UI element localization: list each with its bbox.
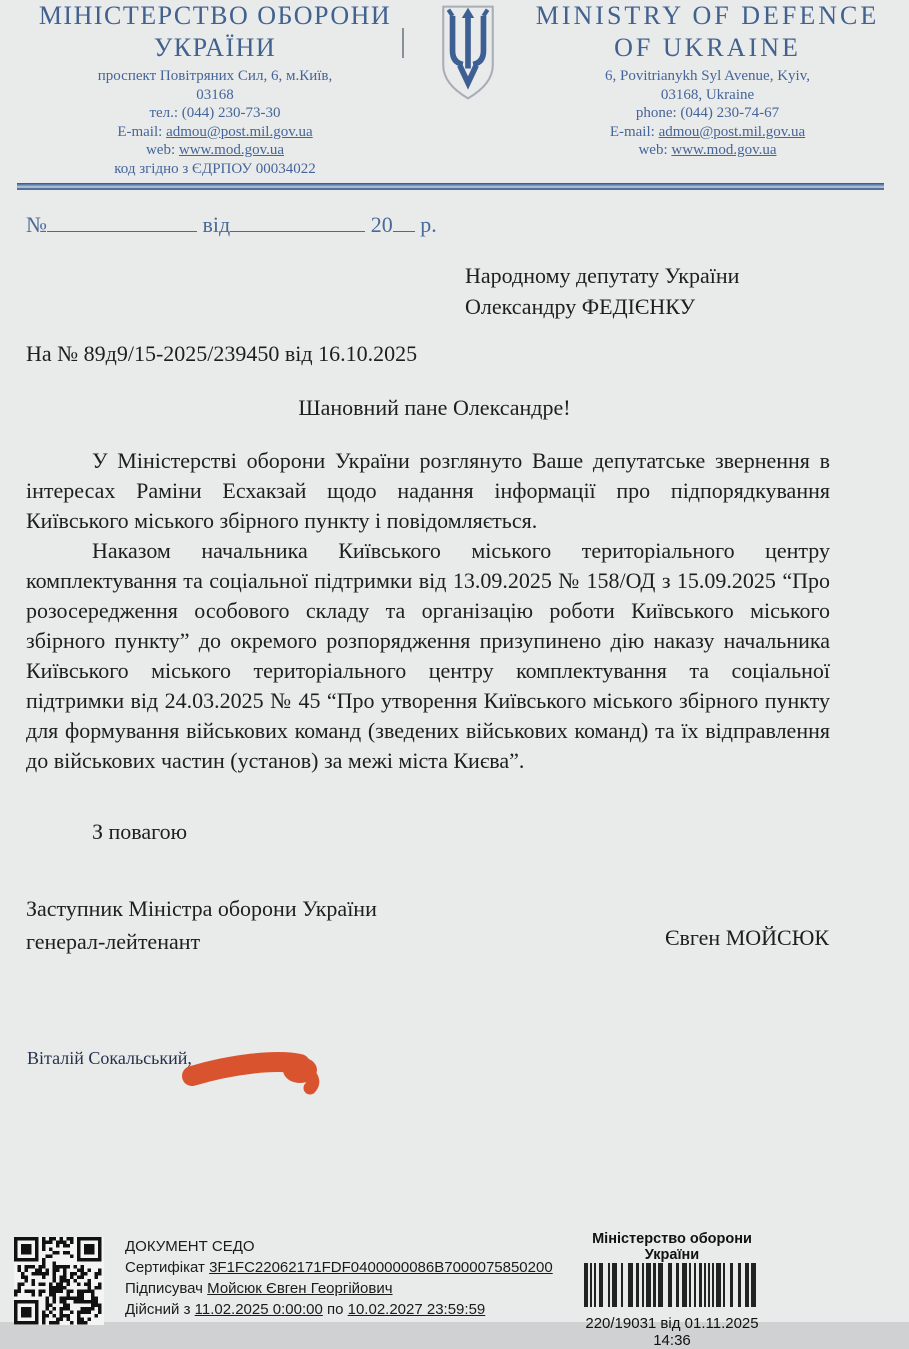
letterhead-divider-rule bbox=[17, 183, 884, 190]
certificate-label: Сертифікат bbox=[125, 1259, 210, 1276]
signer-position bbox=[26, 892, 377, 958]
registration-org: Міністерство оборони України bbox=[592, 1231, 752, 1263]
registration-block bbox=[566, 1231, 778, 1349]
email-line bbox=[506, 123, 909, 142]
web-label: web: bbox=[145, 142, 179, 158]
recipient-block bbox=[465, 260, 739, 322]
org-title-uk-line2: УКРАЇНИ bbox=[153, 33, 277, 62]
sedo-signer-line bbox=[125, 1278, 553, 1299]
letterhead-left bbox=[0, 0, 430, 178]
phone-line: тел.: (044) 230-73-30 bbox=[149, 105, 281, 121]
org-address-en bbox=[506, 67, 909, 160]
org-title-en-line2: OF UKRAINE bbox=[614, 33, 801, 62]
qr-code bbox=[14, 1237, 104, 1325]
outgoing-number-line bbox=[26, 211, 437, 238]
recipient-name: Олександру ФЕДІЄНКУ bbox=[465, 294, 696, 319]
year-prefix: 20 bbox=[370, 212, 393, 237]
address-line: 6, Povitrianykh Syl Avenue, Kyiv, bbox=[605, 68, 810, 84]
signer-label: Підписувач bbox=[125, 1280, 208, 1297]
email-label: E-mail: bbox=[117, 123, 167, 140]
email-line bbox=[0, 123, 430, 142]
registration-number: 220/19031 від 01.11.2025 14:36 bbox=[585, 1315, 759, 1349]
address-line: 03168, Ukraine bbox=[660, 86, 755, 103]
date-label: від bbox=[202, 212, 231, 237]
valid-to-label: по bbox=[322, 1301, 348, 1318]
web-link[interactable]: www.mod.gov.ua bbox=[178, 142, 285, 158]
sedo-signer-value[interactable]: Мойсюк Євген Георгійович bbox=[207, 1280, 393, 1297]
address-line: проспект Повітряних Сил, 6, м.Київ, bbox=[97, 68, 333, 84]
web-label: web: bbox=[638, 142, 672, 158]
redaction-scribble bbox=[180, 1046, 350, 1102]
body-paragraph-1: У Міністерстві оборони України розглянуто Ваше депутатське звернення в інтересах Раміни Есхакзай щодо надання інформації про підпорядкування Київського міського збірного пункту і повідомляється. bbox=[26, 448, 830, 533]
web-line bbox=[0, 141, 430, 160]
valid-from-value: 11.02.2025 0:00:00 bbox=[194, 1301, 323, 1318]
number-blank bbox=[47, 211, 197, 232]
executor-name: Віталій Сокальський, bbox=[27, 1048, 192, 1068]
email-link[interactable]: admou@post.mil.gov.ua bbox=[166, 123, 313, 140]
registration-barcode bbox=[582, 1263, 762, 1307]
closing-regards: З повагою bbox=[92, 819, 188, 844]
body-paragraph-2: Наказом начальника Київського міського територіального центру комплектування та соціальної підтримки від 13.09.2025 № 158/ОД з 15.09.2025 “Про розосередження особового складу та організацію роботи Київського міського збірного пункту” до окремого розпорядження призупинено дію наказу начальника Київського міського територіального центру комплектування та соціальної підтримки від 24.03.2025 № 45 “Про утворення Київського міського збірного пункту для формування військових команд (зведених військових команд) та їх відправлення до військових частин (установ) за межі міста Києва”. bbox=[26, 538, 830, 773]
year-blank bbox=[393, 211, 415, 232]
valid-from-label: Дійсний з bbox=[125, 1301, 195, 1318]
certificate-value[interactable]: 3F1FC22062171FDF0400000086B7000075850200 bbox=[209, 1259, 553, 1276]
scan-artifact-line bbox=[402, 28, 404, 58]
sedo-block bbox=[125, 1236, 553, 1320]
org-address-uk bbox=[0, 67, 430, 178]
recipient-title: Народному депутату України bbox=[465, 263, 740, 288]
emblem-column bbox=[430, 0, 506, 178]
salutation: Шановний пане Олександре! bbox=[298, 395, 571, 420]
signer-position-line1: Заступник Міністра оборони України bbox=[26, 896, 377, 921]
address-line: 03168 bbox=[196, 86, 234, 103]
number-label: № bbox=[26, 212, 47, 237]
trident-emblem-icon bbox=[435, 3, 501, 103]
phone-line: phone: (044) 230-74-67 bbox=[635, 105, 780, 121]
sedo-certificate-line bbox=[125, 1257, 553, 1278]
email-link[interactable]: admou@post.mil.gov.ua bbox=[658, 123, 806, 140]
email-label: E-mail: bbox=[609, 123, 659, 140]
date-blank bbox=[230, 211, 365, 232]
in-reply-to-line: На № 89д9/15-2025/239450 від 16.10.2025 bbox=[26, 341, 418, 366]
year-suffix: р. bbox=[420, 212, 437, 237]
letterhead bbox=[0, 0, 909, 178]
letter-body bbox=[26, 446, 830, 776]
web-line bbox=[506, 141, 909, 160]
org-title-uk-line1: МІНІСТЕРСТВО ОБОРОНИ bbox=[38, 1, 392, 30]
sedo-validity-line bbox=[125, 1299, 553, 1320]
valid-to-value: 10.02.2027 23:59:59 bbox=[347, 1301, 486, 1318]
signer-position-line2: генерал-лейтенант bbox=[26, 929, 201, 954]
qr-code-image bbox=[14, 1237, 104, 1325]
web-link[interactable]: www.mod.gov.ua bbox=[671, 142, 777, 158]
signer-name: Євген МОЙСЮК bbox=[665, 925, 829, 950]
letterhead-right bbox=[506, 0, 909, 178]
sedo-title: ДОКУМЕНТ СЕДО bbox=[125, 1238, 255, 1255]
org-title-en-line1: MINISTRY OF DEFENCE bbox=[535, 1, 880, 30]
edrpou-line: код згідно з ЄДРПОУ 00034022 bbox=[114, 160, 316, 177]
